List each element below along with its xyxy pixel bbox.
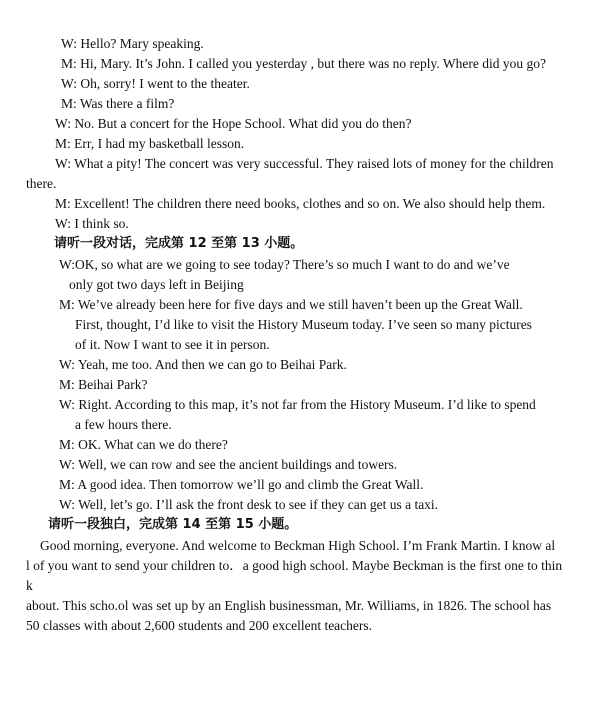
dialogue-line: M: Was there a film? [61, 96, 175, 111]
dialogue-line: only got two days left in Beijing [69, 277, 244, 292]
dialogue-line: W: What a pity! The concert was very successful. They raised lots of money for the children [55, 156, 554, 171]
dialogue-line: W: Right. According to this map, it’s not far from the History Museum. I’d like to spend [59, 397, 536, 412]
dialogue-line: M: OK. What can we do there? [59, 437, 228, 452]
dialogue-line: W: Yeah, me too. And then we can go to Beihai Park. [59, 357, 347, 372]
dialogue-line: W: Well, we can row and see the ancient buildings and towers. [59, 457, 398, 472]
dialogue-line: W: Oh, sorry! I went to the theater. [61, 76, 250, 91]
paragraph-line: 50 classes with about 2,600 students and 200 excellent teachers. [26, 618, 373, 633]
paragraph-line: about. This scho.ol was set up by an English businessman, Mr. Williams, in 1826. The school has [26, 598, 552, 613]
dialogue-line: W: Well, let’s go. I’ll ask the front desk to see if they can get us a taxi. [59, 497, 439, 512]
dialogue-line: M: We’ve already been here for five days and we still haven’t been up the Great Wall. [59, 297, 523, 312]
dialogue-line: First, thought, I’d like to visit the History Museum today. I’ve seen so many pictures [75, 317, 532, 332]
paragraph-line: l of you want to send your children to．a good high school. Maybe Beckman is the first one to thin [26, 558, 563, 573]
paragraph-line: k [26, 578, 33, 593]
dialogue-line: a few hours there. [75, 417, 172, 432]
dialogue-line: M: A good idea. Then tomorrow we’ll go and climb the Great Wall. [59, 477, 424, 492]
section-heading: 请听一段对话，完成第 12 至第 13 小题。 [54, 236, 304, 251]
dialogue-line: W: No. But a concert for the Hope School. What did you do then? [55, 116, 412, 131]
section-heading: 请听一段独白，完成第 14 至第 15 小题。 [48, 517, 298, 532]
dialogue-line: M: Excellent! The children there need books, clothes and so on. We also should help them. [55, 196, 546, 211]
dialogue-line: W: Hello? Mary speaking. [61, 36, 204, 51]
dialogue-line: W:OK, so what are we going to see today? There’s so much I want to do and we’ve [59, 257, 510, 272]
dialogue-line: M: Hi, Mary. It’s John. I called you yesterday , but there was no reply. Where did you go? [61, 56, 547, 71]
dialogue-line: W: I think so. [55, 216, 129, 231]
dialogue-line: M: Err, I had my basketball lesson. [55, 136, 245, 151]
dialogue-line: M: Beihai Park? [59, 377, 148, 392]
paragraph-line: Good morning, everyone. And welcome to Beckman High School. I’m Frank Martin. I know al [40, 538, 556, 553]
dialogue-line: of it. Now I want to see it in person. [75, 337, 270, 352]
dialogue-line: there. [26, 176, 57, 191]
